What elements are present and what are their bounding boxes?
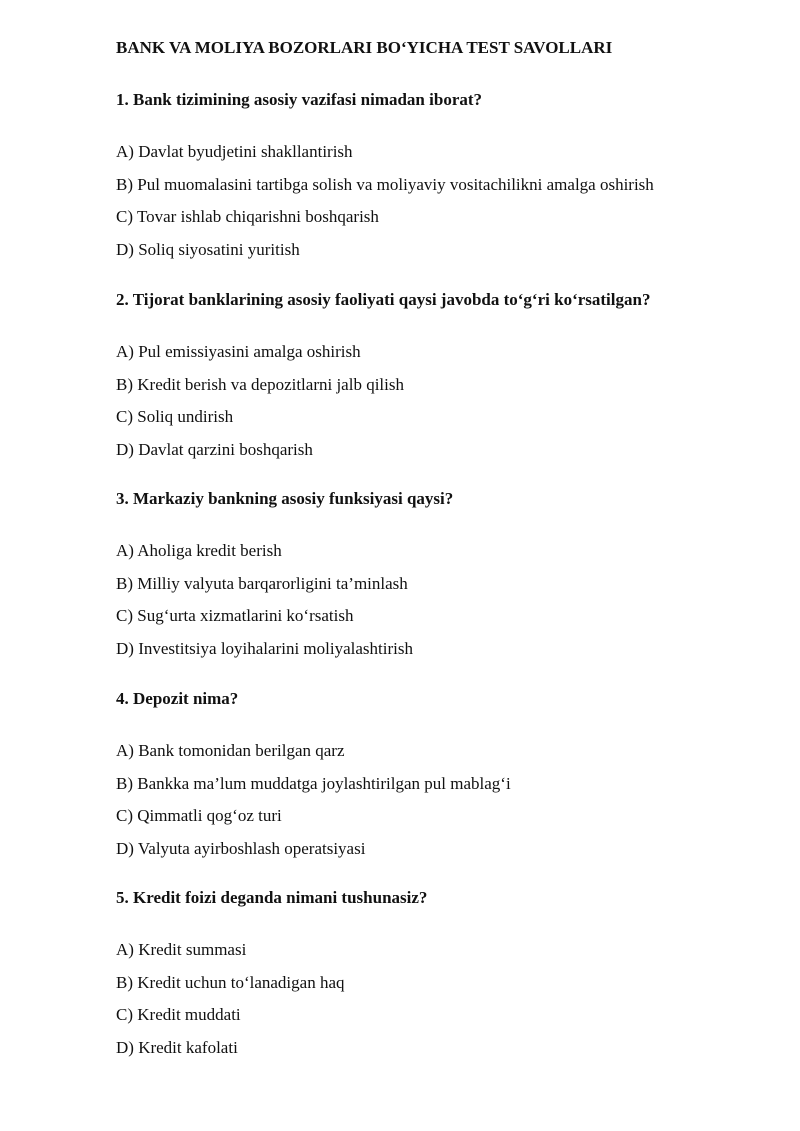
answer-option-c: C) Kredit muddati (116, 1005, 241, 1024)
answer-options (116, 341, 776, 471)
answer-option-a: A) Kredit summasi (116, 940, 247, 959)
answer-option-c: C) Tovar ishlab chiqarishni boshqarish (116, 207, 379, 226)
answer-option-b: B) Pul muomalasini tartibga solish va moliyaviy vositachilikni amalga oshirish (116, 174, 654, 194)
answer-options (116, 141, 776, 271)
answer-option-d: D) Valyuta ayirboshlash operatsiyasi (116, 838, 366, 858)
answer-option-a: A) Pul emissiyasini amalga oshirish (116, 342, 361, 361)
question-heading: 2. Tijorat banklarining asosiy faoliyati qaysi javobda to‘g‘ri ko‘rsatilgan? (116, 290, 651, 309)
document-title: BANK VA MOLIYA BOZORLARI BO‘YICHA TEST SAVOLLARI (116, 38, 613, 57)
answer-option-b: B) Milliy valyuta barqarorligini ta’minlash (116, 573, 408, 593)
answer-option-c: C) Qimmatli qog‘oz turi (116, 806, 282, 825)
answer-option-b: B) Bankka ma’lum muddatga joylashtirilgan pul mablag‘i (116, 773, 511, 793)
answer-option-b: B) Kredit berish va depozitlarni jalb qilish (116, 374, 404, 394)
answer-option-d: D) Soliq siyosatini yuritish (116, 239, 300, 259)
question-5 (116, 887, 776, 1069)
answer-option-b: B) Kredit uchun to‘lanadigan haq (116, 972, 345, 992)
question-heading: 5. Kredit foizi deganda nimani tushunasiz? (116, 888, 428, 907)
answer-option-d: D) Kredit kafolati (116, 1037, 238, 1057)
answer-option-c: C) Sug‘urta xizmatlarini ko‘rsatish (116, 606, 354, 625)
answer-option-a: A) Aholiga kredit berish (116, 541, 282, 560)
answer-option-d: D) Davlat qarzini boshqarish (116, 439, 313, 459)
question-heading: 3. Markaziy bankning asosiy funksiyasi qaysi? (116, 489, 454, 508)
answer-option-a: A) Bank tomonidan berilgan qarz (116, 741, 345, 760)
question-2 (116, 289, 776, 471)
question-4 (116, 688, 776, 870)
question-1 (116, 89, 776, 271)
answer-options (116, 740, 776, 870)
answer-options (116, 540, 776, 670)
answer-option-d: D) Investitsiya loyihalarini moliyalashtirish (116, 638, 413, 658)
question-heading: 1. Bank tizimining asosiy vazifasi nimadan iborat? (116, 90, 483, 109)
question-heading: 4. Depozit nima? (116, 689, 239, 708)
answer-option-c: C) Soliq undirish (116, 407, 234, 426)
question-3 (116, 488, 776, 670)
answer-option-a: A) Davlat byudjetini shakllantirish (116, 142, 353, 161)
answer-options (116, 939, 776, 1069)
